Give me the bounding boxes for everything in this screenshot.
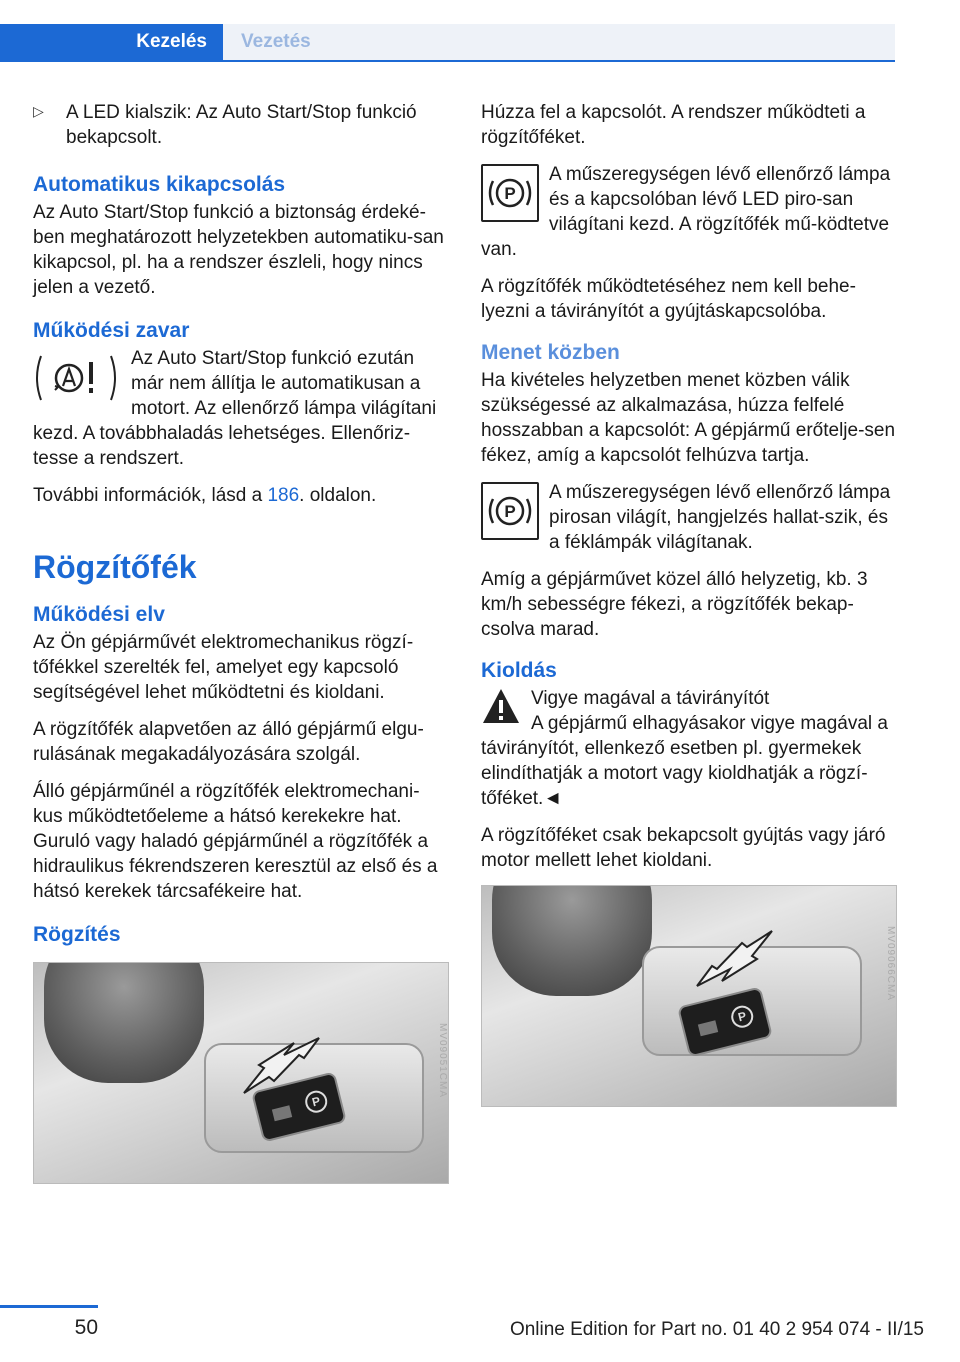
auto-start-stop-warning-icon [33, 348, 119, 408]
bullet-item [33, 100, 449, 150]
warning-text: A gépjármű elhagyásakor vigye magával a távirányítót, ellenkező esetben pl. gyermekek elindíthatják a motort vagy kioldhatják a rögzí-tőféket.◄ [481, 713, 888, 809]
release-photo [481, 885, 897, 1107]
lamp-text-1: A műszeregységen lévő ellenőrző lámpa és a kapcsolóban lévő LED piro-san világítani kezd. A rögzítőfék mű-ködtetve van. [481, 164, 891, 260]
para-release: A rögzítőféket csak bekapcsolt gyújtás vagy járó motor mellett lehet kioldani. [481, 825, 886, 871]
parking-p-icon: P [303, 1088, 330, 1115]
left-column [33, 100, 449, 1184]
lamp-text-2: A műszeregységen lévő ellenőrző lámpa pirosan világít, hangjelzés hallat-szik, és a féklámpák világítanak. [549, 482, 891, 553]
para-driving: Ha kivételes helyzetben menet közben válik szükségessé az alkalmazása, húzza felfelé hosszabban a kapcsolót: A gépjármű erőtelje-sen fékez, amíg a kapcsolót felhúzva tartja. [481, 370, 896, 466]
svg-text:P: P [504, 502, 516, 521]
para-auto-off: Az Auto Start/Stop funkció a biztonság érdeké-ben meghatározott helyzetekben automatiku-san kikapcsol, pl. ha a rendszer észleli, hogy nincs jelen a vezető. [33, 202, 444, 298]
parking-brake-lamp-icon [481, 164, 539, 222]
para-more-info: További információk, lásd a 186. oldalon. [33, 485, 377, 506]
para-principle-1: Az Ön gépjárművét elektromechanikus rögzí-tőfékkel szerelték fel, amelyet egy kapcsoló segítségével lehet működtetni és kioldani. [33, 632, 414, 703]
parking-p-icon: P [729, 1003, 756, 1030]
edition-text: Online Edition for Part no. 01 40 2 954 074 - II/15 [509, 1319, 924, 1340]
para-principle-3: Álló gépjárműnél a rögzítőfék elektromechani-kus működtetőeleme a hátsó kerekekre hat. Guruló vagy haladó gépjárműnél a rögzítőfék a hidraulikus fékrendszeren keresztül az első és a hátsó kerekek tárcsafékeire hat. [33, 781, 438, 902]
switch-led [272, 1105, 292, 1121]
svg-text:P: P [504, 184, 516, 203]
heading-apply: Rögzítés [33, 923, 121, 946]
heading-fault: Működési zavar [33, 319, 190, 342]
para-pull: Húzza fel a kapcsolót. A rendszer működteti a rögzítőféket. [481, 102, 866, 148]
fault-para [33, 346, 449, 471]
heading-release: Kioldás [481, 659, 557, 682]
fault-text: Az Auto Start/Stop funkció ezután már nem állítja le automatikusan a motort. Az ellenőrző lámpa világítani kezd. A továbbhaladás lehetséges. Ellenőriz-tesse a rendszert. [33, 348, 437, 469]
parking-brake-photo [33, 962, 449, 1184]
triangle-bullet-icon: ▷ [33, 103, 44, 119]
page-link[interactable]: 186 [267, 485, 300, 506]
page-number: 50 [74, 1316, 98, 1339]
push-arrow-icon [682, 926, 782, 1006]
warning-para [481, 686, 897, 811]
heading-auto-off: Automatikus kikapcsolás [33, 173, 286, 196]
parking-brake-lamp-icon-2 [481, 482, 539, 540]
photo-code: MV09066CMA [885, 926, 896, 1002]
right-column [481, 100, 897, 1107]
photo-code: MV09051CMA [437, 1023, 448, 1099]
heading-parking-brake: Rögzítőfék [33, 549, 197, 585]
para-remote: A rögzítőfék működtetéséhez nem kell behe-lyezni a távirányítót a gyújtáskapcsolóba. [481, 276, 856, 322]
header-rule [0, 60, 895, 62]
tab-kezeles[interactable]: Kezelés [0, 24, 223, 60]
lamp-para-1 [481, 162, 897, 262]
heading-driving: Menet közben [481, 341, 620, 364]
bullet-text: A LED kialszik: Az Auto Start/Stop funkció bekapcsolt. [66, 102, 417, 148]
gear-shifter-shape [44, 962, 204, 1083]
header-tabs [0, 0, 895, 62]
footer-rule [0, 1305, 98, 1308]
para-principle-2: A rögzítőfék alapvetően az álló gépjármű elgu-rulásának megakadályozására szolgál. [33, 719, 424, 765]
gear-shifter-shape [492, 885, 652, 996]
pull-arrow-icon [234, 1033, 334, 1103]
lamp-para-2 [481, 480, 897, 555]
warning-title: Vigye magával a távirányítót [531, 688, 770, 709]
warning-triangle-icon [481, 686, 521, 726]
switch-led [698, 1020, 718, 1036]
tab-vezetes[interactable]: Vezetés [223, 24, 895, 60]
heading-principle: Működési elv [33, 603, 165, 626]
para-brake: Amíg a gépjárművet közel álló helyzetig, kb. 3 km/h sebességre fékezi, a rögzítőfék bekap-csolva marad. [481, 569, 868, 640]
